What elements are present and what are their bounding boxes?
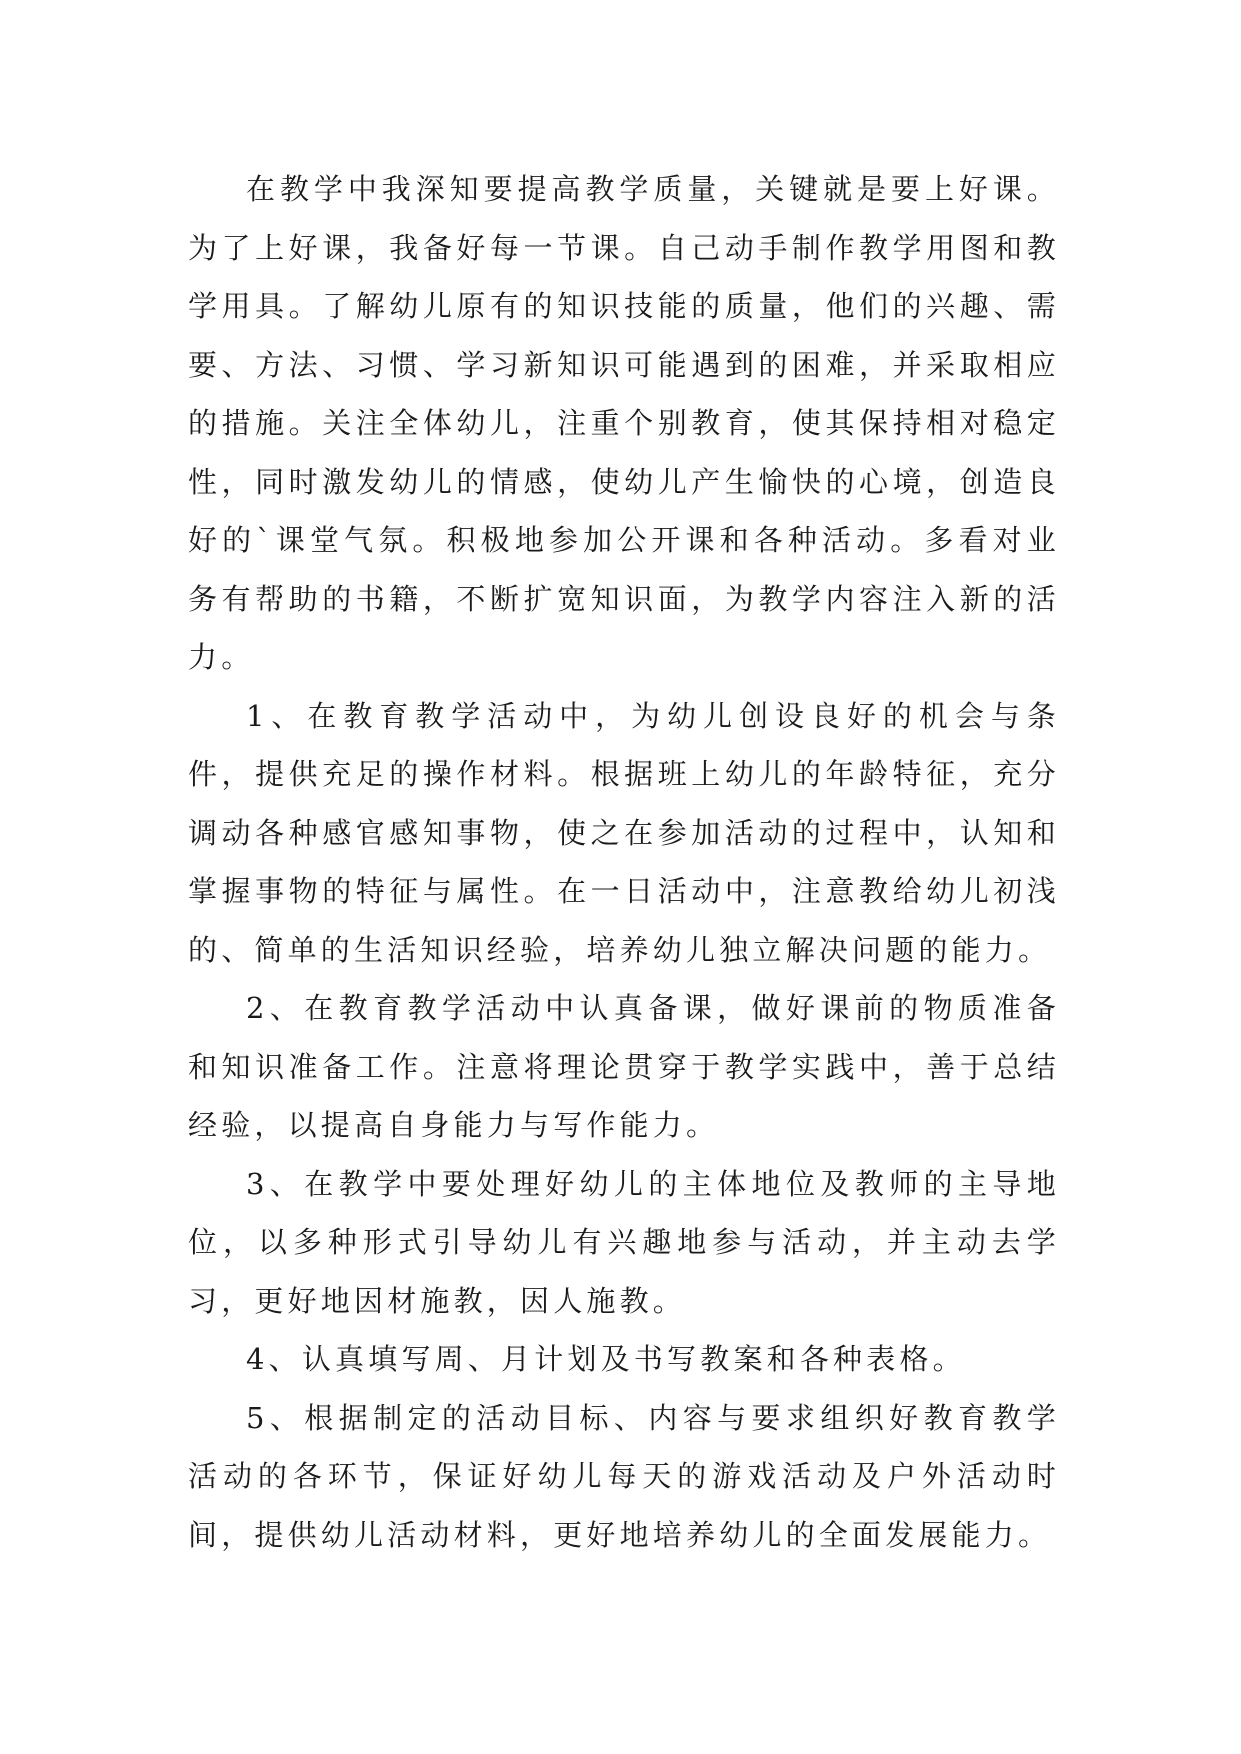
paragraph-item-4: 4、认真填写周、月计划及书写教案和各种表格。 xyxy=(246,1342,966,1376)
document-body xyxy=(188,160,1060,1564)
paragraph-intro: 在教学中我深知要提高教学质量，关键就是要上好课。为了上好课，我备好每一节课。自己动手制作教学用图和教学用具。了解幼儿原有的知识技能的质量，他们的兴趣、需要、方法、习惯、学习新知识可能遇到的困难，并采取相应的措施。关注全体幼儿，注重个别教育，使其保持相对稳定性，同时激发幼儿的情感，使幼儿产生愉快的心境，创造良好的`课堂气氛。积极地参加公开课和各种活动。多看对业务有帮助的书籍，不断扩宽知识面，为教学内容注入新的活力。 xyxy=(188,172,1060,674)
paragraph-item-5: 5、根据制定的活动目标、内容与要求组织好教育教学活动的各环节，保证好幼儿每天的游戏活动及户外活动时间，提供幼儿活动材料，更好地培养幼儿的全面发展能力。 xyxy=(188,1400,1060,1552)
paragraph-item-3: 3、在教学中要处理好幼儿的主体地位及教师的主导地位，以多种形式引导幼儿有兴趣地参与活动，并主动去学习，更好地因材施教，因人施教。 xyxy=(188,1166,1060,1318)
paragraph-item-2: 2、在教育教学活动中认真备课，做好课前的物质准备和知识准备工作。注意将理论贯穿于教学实践中，善于总结经验，以提高自身能力与写作能力。 xyxy=(188,991,1060,1142)
paragraph-item-1: 1、在教育教学活动中，为幼儿创设良好的机会与条件，提供充足的操作材料。根据班上幼儿的年龄特征，充分调动各种感官感知事物，使之在参加活动的过程中，认知和掌握事物的特征与属性。在一日活动中，注意教给幼儿初浅的、简单的生活知识经验，培养幼儿独立解决问题的能力。 xyxy=(188,698,1060,967)
